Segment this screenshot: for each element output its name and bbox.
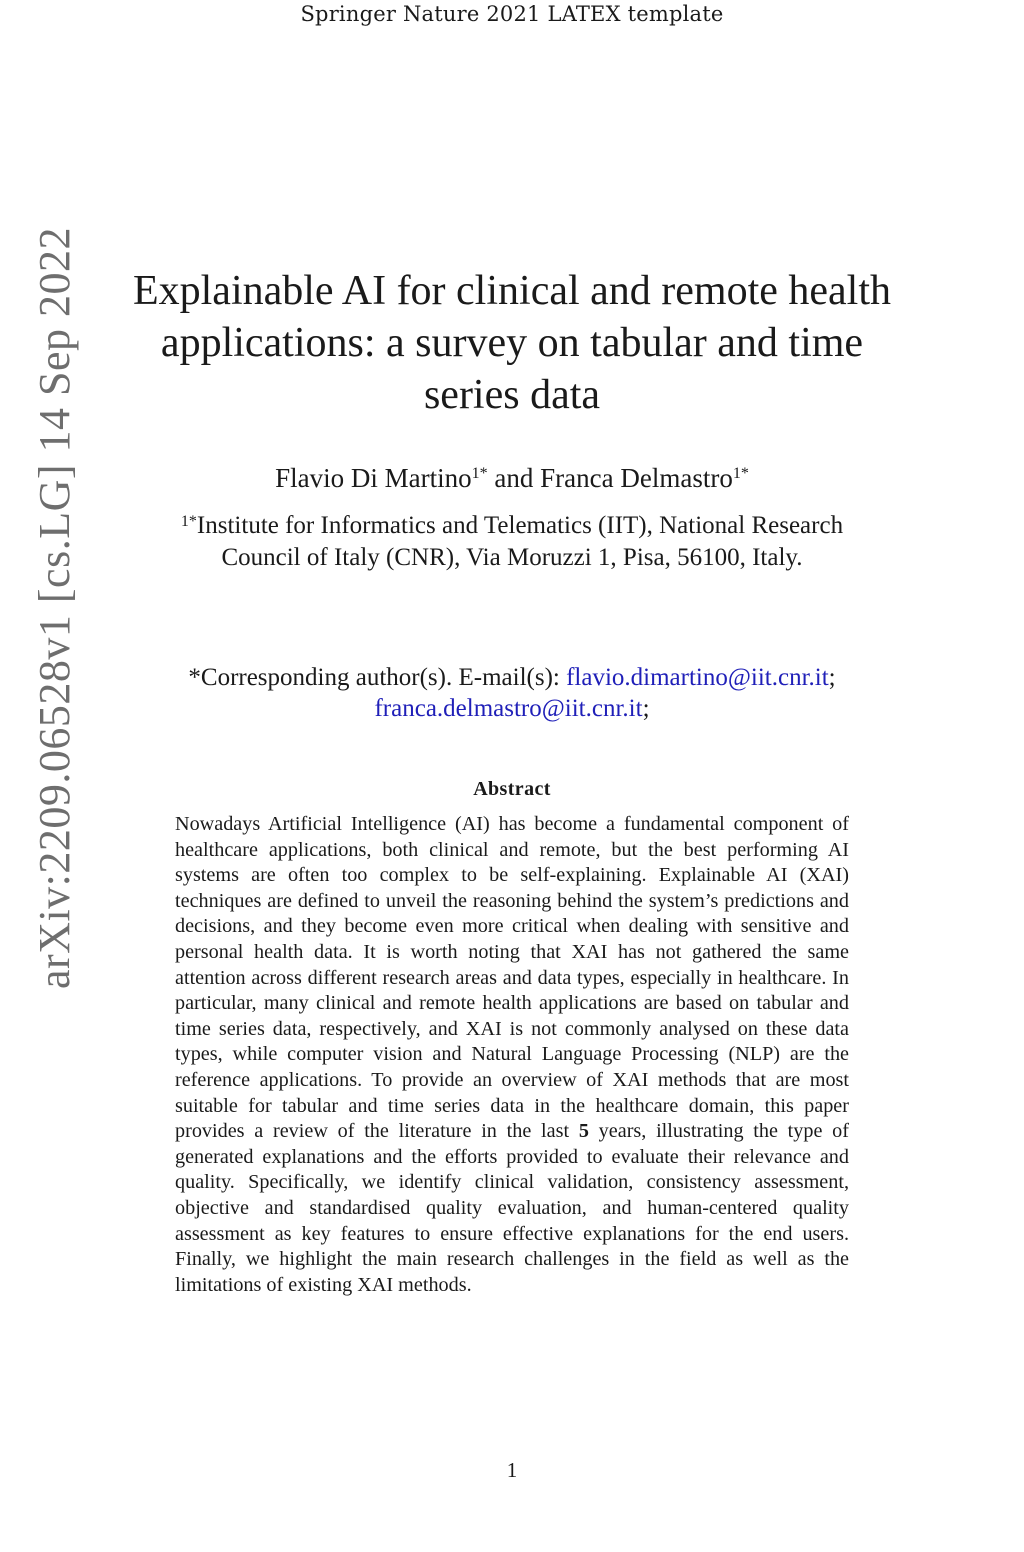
corresponding-author bbox=[112, 662, 912, 724]
abstract-heading: Abstract bbox=[473, 778, 551, 800]
affiliation bbox=[150, 510, 874, 574]
paper-title: Explainable AI for clinical and remote health applications: a survey on tabular and time series data bbox=[132, 268, 892, 418]
affiliation-mark: 1* bbox=[471, 465, 488, 482]
author-name: Franca Delmastro bbox=[540, 463, 733, 493]
page-number: 1 bbox=[506, 1458, 518, 1482]
email-link[interactable]: franca.delmastro@iit.cnr.it bbox=[374, 695, 643, 722]
abstract-body bbox=[175, 812, 849, 1298]
affiliation-mark: 1* bbox=[180, 513, 197, 530]
abstract-text: years, illustrating the type of generated explanations and the efforts provided to evaluate their relevance and quality. Specifically, we identify clinical validation, consistency assessment, objective and standardised quality evaluation, and human-centered quality assessment as key features to ensure effective explanations for the end users. Finally, we highlight the main research challenges in the field as well as the limitations of existing XAI methods. bbox=[175, 1120, 850, 1296]
author-name: Flavio Di Martino bbox=[275, 463, 472, 493]
author-list bbox=[112, 460, 912, 496]
arxiv-identifier-stamp: arXiv:2209.06528v1 [cs.LG] 14 Sep 2022 bbox=[30, 227, 79, 990]
running-header: Springer Nature 2021 LATEX template bbox=[300, 2, 724, 26]
author-conjunction: and bbox=[487, 463, 541, 493]
email-separator: ; bbox=[642, 695, 650, 722]
email-link[interactable]: flavio.dimartino@iit.cnr.it bbox=[566, 664, 829, 691]
corresponding-label: *Corresponding author(s). E-mail(s): bbox=[188, 664, 567, 691]
abstract-bold-value: 5 bbox=[578, 1120, 589, 1143]
affiliation-text: Institute for Informatics and Telematics (IIT), National Research Council of Italy (CNR), Via Moruzzi 1, Pisa, 56100, Italy. bbox=[196, 512, 844, 571]
abstract-text: Nowadays Artificial Intelligence (AI) has become a fundamental component of healthcare applications, both clinical and remote, but the best performing AI systems are often too complex to be self-explaining. Explainable AI (XAI) techniques are defined to unveil the reasoning behind the system’s predictions and decisions, and they become even more critical when dealing with sensitive and personal health data. It is worth noting that XAI has not gathered the same attention across different research areas and data types, especially in healthcare. In particular, many clinical and remote health applications are based on tabular and time series data, respectively, and XAI is not commonly analysed on these data types, while computer vision and Natural Language Processing (NLP) are the reference applications. To provide an overview of XAI methods that are most suitable for tabular and time series data in the healthcare domain, this paper provides a review of the literature in the last bbox=[175, 813, 849, 1143]
affiliation-mark: 1* bbox=[732, 465, 749, 482]
email-separator: ; bbox=[828, 664, 836, 691]
